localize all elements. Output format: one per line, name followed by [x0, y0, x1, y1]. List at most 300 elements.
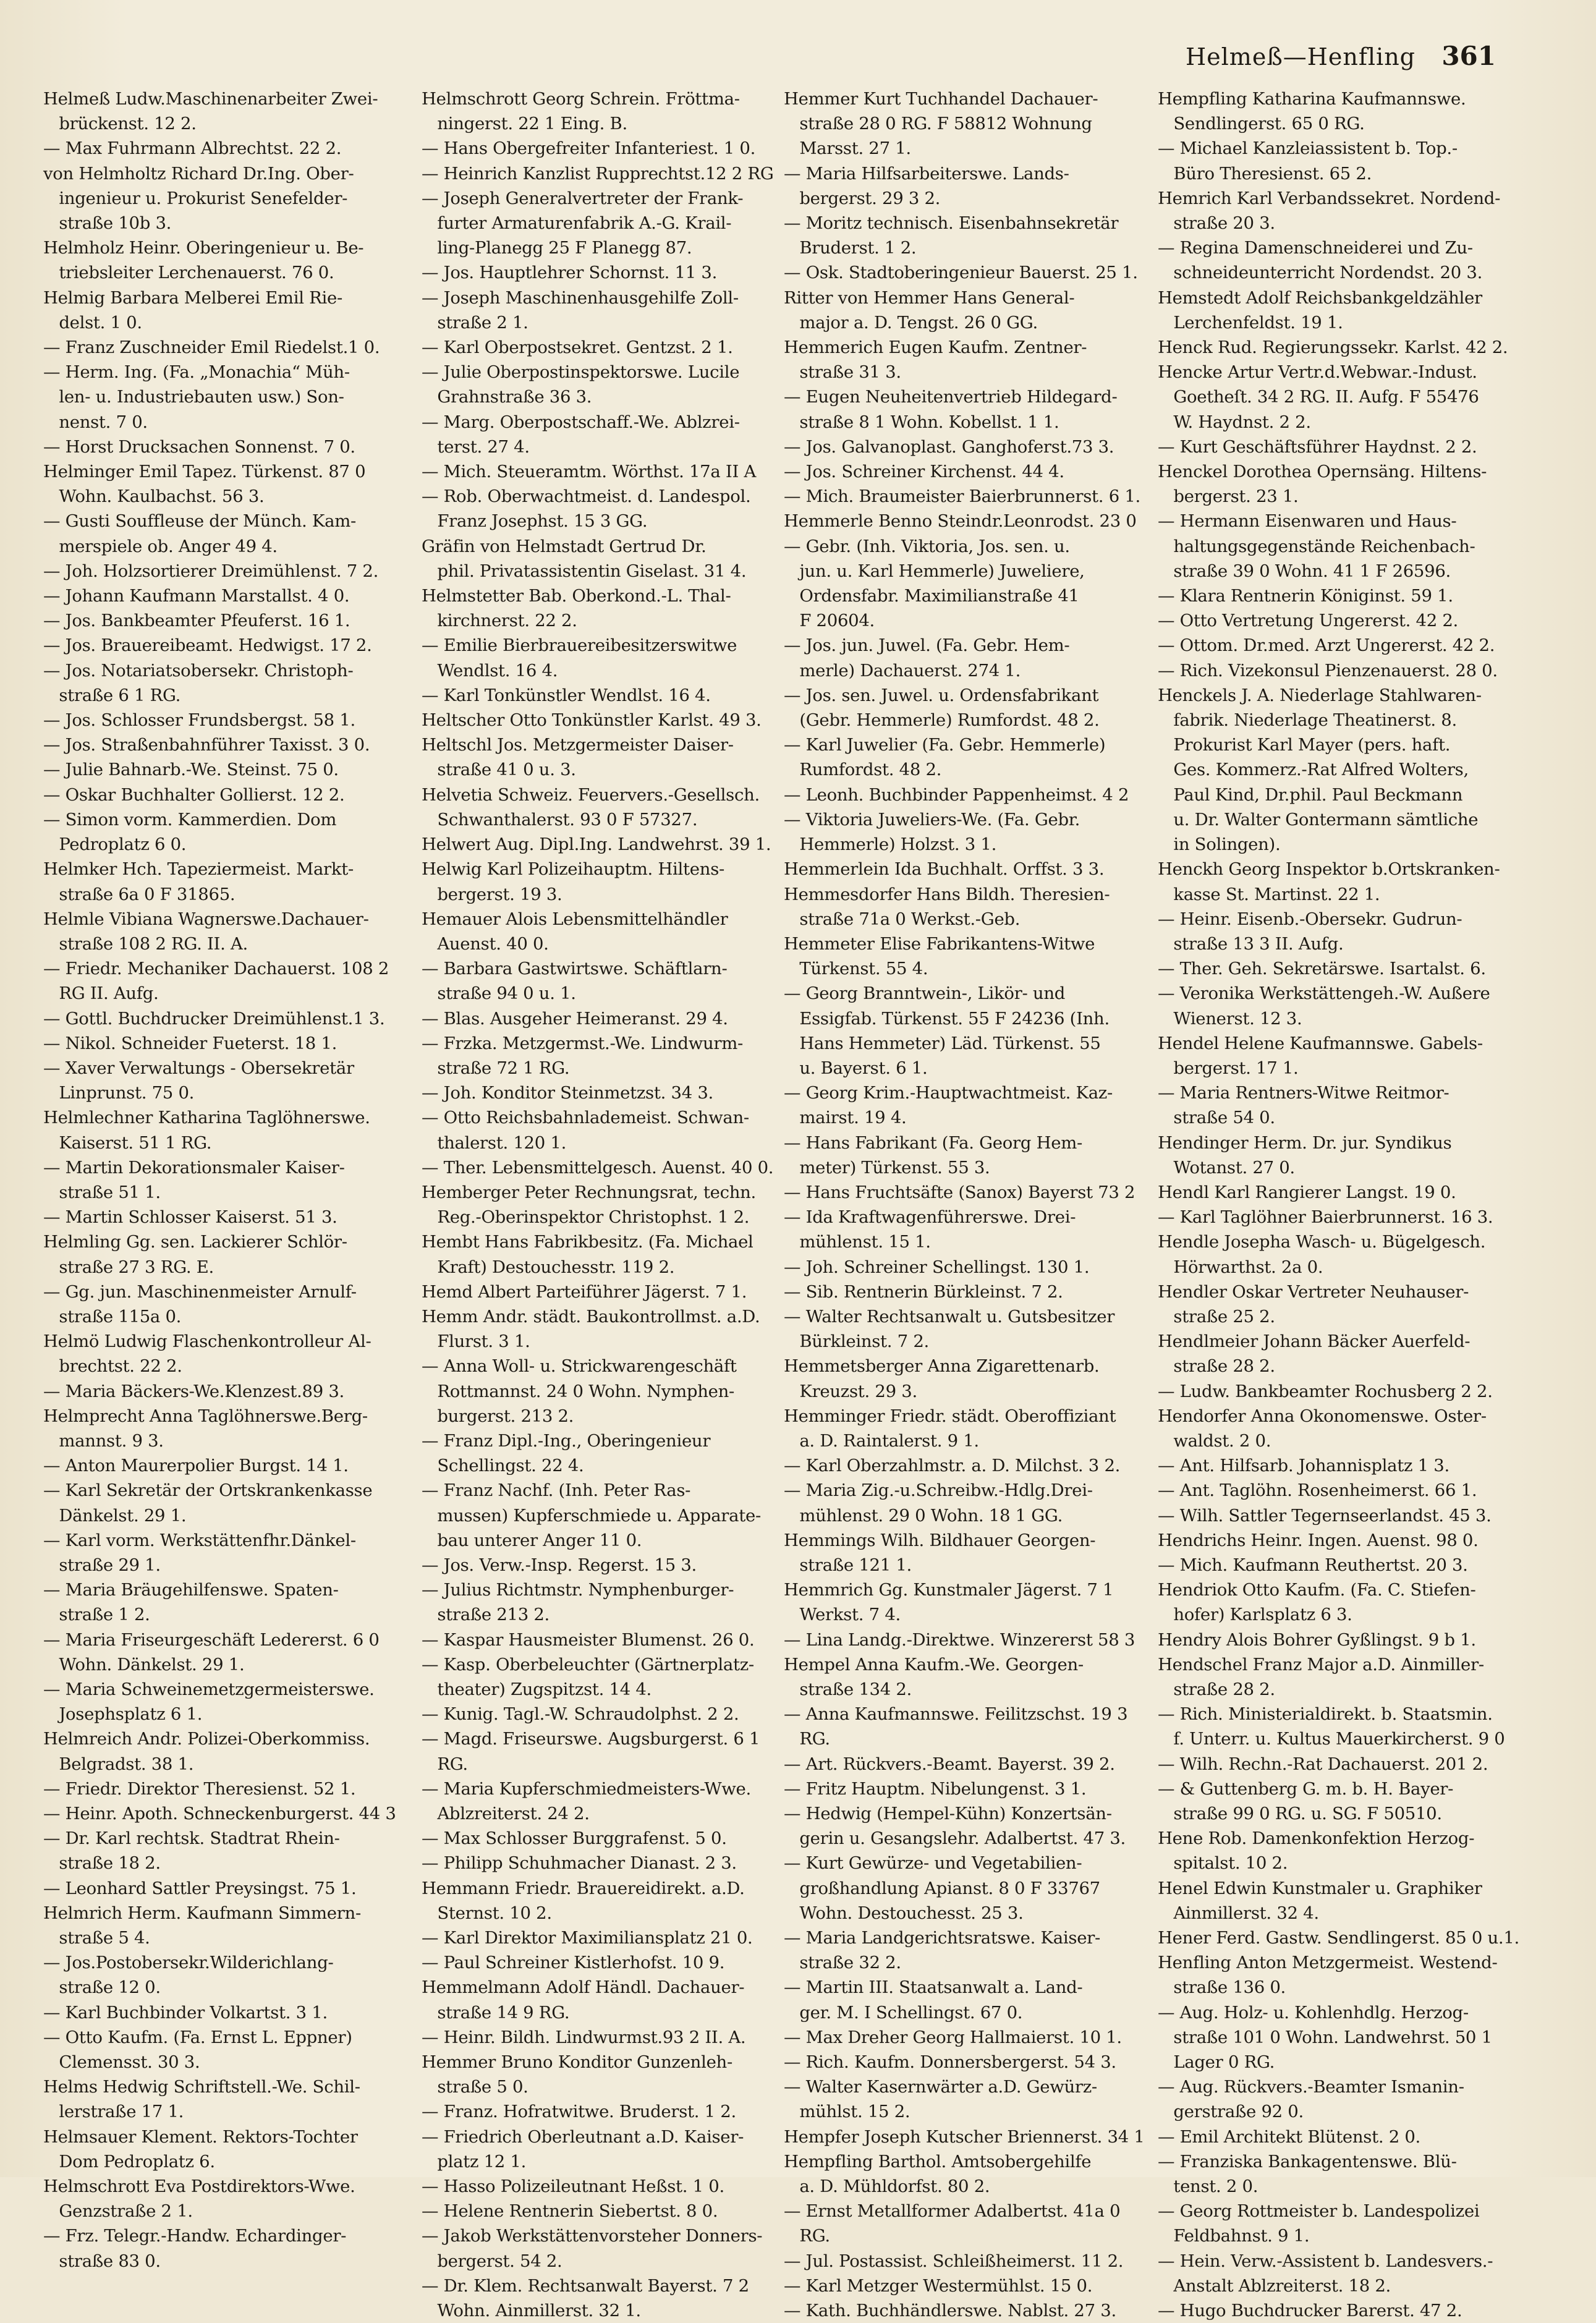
directory-entry-line: — Max Dreher Georg Hallmaierst. 10 1.: [784, 2027, 1122, 2047]
directory-entry-line: Kraft) Destouchesstr. 119 2.: [422, 1257, 675, 1277]
directory-entry-line: Hemmetsberger Anna Zigarettenarb.: [784, 1356, 1100, 1377]
directory-entry-line: Marsst. 27 1.: [784, 138, 911, 159]
directory-entry-line: — Martin Schlosser Kaiserst. 51 3.: [43, 1207, 337, 1228]
directory-entry-line: gerin u. Gesangslehr. Adalbertst. 47 3.: [784, 1828, 1126, 1849]
directory-entry-line: Gräfin von Helmstadt Gertrud Dr.: [422, 536, 707, 556]
directory-entry-line: Prokurist Karl Mayer (pers. haft.: [1158, 735, 1451, 755]
directory-entry-line: kirchnerst. 22 2.: [422, 611, 577, 631]
directory-entry-line: Hemmings Wilh. Bildhauer Georgen-: [784, 1530, 1096, 1550]
directory-entry-line: Clemensst. 30 3.: [43, 2052, 200, 2073]
directory-entry-line: bergerst. 23 1.: [1158, 486, 1299, 507]
directory-entry-line: thalerst. 120 1.: [422, 1132, 567, 1153]
directory-entry-line: — Friedrich Oberleutnant a.D. Kaiser-: [422, 2126, 744, 2147]
directory-entry-line: — Maria Zig.-u.Schreibw.-Hdlg.Drei-: [784, 1480, 1093, 1501]
directory-entry-line: Henckh Georg Inspektor b.Ortskranken-: [1158, 859, 1500, 880]
directory-entry-line: bergerst. 54 2.: [422, 2251, 562, 2271]
directory-entry-line: — Mich. Braumeister Baierbrunnerst. 6 1.: [784, 486, 1140, 507]
directory-entry-line: Hendlmeier Johann Bäcker Auerfeld-: [1158, 1331, 1471, 1352]
directory-entry-line: Helmreich Andr. Polizei-Oberkommiss.: [43, 1729, 370, 1749]
directory-entry-line: — Hugo Buchdrucker Barerst. 47 2.: [1158, 2301, 1462, 2321]
directory-entry-line: — Georg Rottmeister b. Landespolizei: [1158, 2201, 1480, 2222]
directory-entry-line: Wotanst. 27 0.: [1158, 1157, 1295, 1178]
directory-entry-line: — Wilh. Sattler Tegernseerlandst. 45 3.: [1158, 1505, 1492, 1526]
directory-entry-line: — Ernst Metallformer Adalbertst. 41a 0: [784, 2201, 1121, 2222]
directory-entry-line: — Rob. Oberwachtmeist. d. Landespol.: [422, 486, 751, 507]
directory-entry-line: Bruderst. 1 2.: [784, 238, 917, 258]
directory-entry-line: Helmeß Ludw.Maschinenarbeiter Zwei-: [43, 89, 378, 109]
column-1: [43, 87, 412, 2271]
directory-entry-line: — Heinr. Apoth. Schneckenburgerst. 44 3: [43, 1804, 396, 1824]
directory-entry-line: — Klara Rentnerin Königinst. 59 1.: [1158, 586, 1453, 606]
directory-entry-line: straße 71a 0 Werkst.-Geb.: [784, 909, 1021, 929]
directory-entry-line: Helms Hedwig Schriftstell.-We. Schil-: [43, 2077, 360, 2097]
directory-entry-line: straße 12 0.: [43, 1977, 161, 1998]
directory-entry-line: Hendler Oskar Vertreter Neuhauser-: [1158, 1281, 1469, 1302]
directory-entry-line: — Gg. jun. Maschinenmeister Arnulf-: [43, 1281, 357, 1302]
directory-entry-line: terst. 27 4.: [422, 436, 530, 457]
directory-entry-line: — Karl Oberpostsekret. Gentzst. 2 1.: [422, 338, 733, 358]
directory-entry-line: — Maria Schweinemetzgermeisterswe.: [43, 1680, 375, 1699]
directory-entry-line: — Martin III. Staatsanwalt a. Land-: [784, 1977, 1083, 1998]
directory-entry-line: — Gusti Souffleuse der Münch. Kam-: [43, 511, 357, 532]
directory-entry-line: Schwanthalerst. 93 0 F 57327.: [422, 809, 698, 830]
directory-entry-line: — Jos. sen. Juwel. u. Ordensfabrikant: [784, 685, 1099, 705]
directory-entry-line: platz 12 1.: [422, 2151, 527, 2172]
directory-entry-line: — Jos. Brauereibeamt. Hedwigst. 17 2.: [43, 635, 372, 656]
running-head: Helmeß—Henfling: [1186, 43, 1416, 70]
directory-entry-line: — Franz Zuschneider Emil Riedelst.1 0.: [43, 338, 380, 358]
directory-entry-line: Grahnstraße 36 3.: [422, 387, 592, 407]
directory-entry-line: Hendrichs Heinr. Ingen. Auenst. 98 0.: [1158, 1530, 1479, 1550]
directory-entry-line: — Ludw. Bankbeamter Rochusberg 2 2.: [1158, 1381, 1493, 1401]
directory-entry-line: tenst. 2 0.: [1158, 2176, 1259, 2197]
directory-entry-line: Henck Rud. Regierungssekr. Karlst. 42 2.: [1158, 338, 1508, 358]
directory-entry-line: Hemmeter Elise Fabrikantens-Witwe: [784, 933, 1095, 954]
directory-entry-line: W. Haydnst. 2 2.: [1158, 412, 1311, 432]
directory-entry-line: — Anna Kaufmannswe. Feilitzschst. 19 3: [784, 1704, 1128, 1725]
directory-entry-line: Dänkelst. 29 1.: [43, 1505, 187, 1526]
directory-entry-line: Helmig Barbara Melberei Emil Rie-: [43, 287, 343, 308]
directory-entry-line: straße 2 1.: [422, 312, 528, 333]
directory-entry-line: meter) Türkenst. 55 3.: [784, 1157, 990, 1178]
directory-entry-line: bau unterer Anger 11 0.: [422, 1530, 642, 1550]
directory-entry-line: — Maria Rentners-Witwe Reitmor-: [1158, 1083, 1450, 1103]
directory-entry-line: — Leonh. Buchbinder Pappenheimst. 4 2: [784, 784, 1129, 805]
directory-entry-line: Hendel Helene Kaufmannswe. Gabels-: [1158, 1033, 1483, 1053]
directory-entry-line: Hendle Josepha Wasch- u. Bügelgesch.: [1158, 1232, 1486, 1252]
directory-entry-line: — Franziska Bankagentenswe. Blü-: [1158, 2151, 1457, 2172]
directory-entry-line: Helmschrott Georg Schrein. Fröttma-: [422, 89, 740, 109]
directory-entry-line: straße 5 4.: [43, 1928, 150, 1948]
directory-entry-line: — Max Schlosser Burggrafenst. 5 0.: [422, 1828, 727, 1849]
directory-entry-line: — Ant. Taglöhn. Rosenheimerst. 66 1.: [1158, 1480, 1477, 1501]
directory-entry-line: fabrik. Niederlage Theatinerst. 8.: [1158, 710, 1457, 731]
directory-entry-line: Hempfling Barthol. Amtsobergehilfe: [784, 2151, 1092, 2172]
column-2: [422, 87, 790, 2321]
directory-entry-line: Ges. Kommerz.-Rat Alfred Wolters,: [1158, 760, 1469, 780]
directory-entry-line: — Hans Obergefreiter Infanteriest. 1 0.: [422, 138, 756, 159]
directory-entry-line: — Viktoria Juweliers-We. (Fa. Gebr.: [784, 809, 1080, 830]
directory-entry-line: Pedroplatz 6 0.: [43, 834, 187, 855]
directory-entry-line: — Emil Architekt Blütenst. 2 0.: [1158, 2126, 1420, 2147]
directory-entry-line: — Osk. Stadtoberingenieur Bauerst. 25 1.: [784, 263, 1138, 283]
directory-entry-line: Helmschrott Eva Postdirektors-Wwe.: [43, 2176, 355, 2197]
directory-entry-line: Hemmer Kurt Tuchhandel Dachauer-: [784, 89, 1098, 109]
directory-entry-line: merle) Dachauerst. 274 1.: [784, 660, 1021, 681]
directory-entry-line: — Heinr. Bildh. Lindwurmst.93 2 II. A.: [422, 2027, 746, 2047]
directory-entry-line: — Maria Hilfsarbeiterswe. Lands-: [784, 163, 1069, 184]
directory-entry-line: — Horst Drucksachen Sonnenst. 7 0.: [43, 436, 355, 457]
directory-entry-line: Dom Pedroplatz 6.: [43, 2151, 215, 2172]
directory-entry-line: — Emilie Bierbrauereibesitzerswitwe: [422, 635, 737, 656]
directory-entry-line: — Kunig. Tagl.-W. Schraudolphst. 2 2.: [422, 1704, 739, 1725]
column-3: [784, 87, 1152, 2321]
directory-entry-line: mannst. 9 3.: [43, 1430, 164, 1451]
directory-entry-line: — Sib. Rentnerin Bürkleinst. 7 2.: [784, 1281, 1063, 1302]
directory-entry-line: Wohn. Kaulbachst. 56 3.: [43, 486, 265, 507]
directory-entry-line: — Herm. Ing. (Fa. „Monachia“ Müh-: [43, 362, 350, 383]
directory-entry-line: Hemminger Friedr. städt. Oberoffiziant: [784, 1406, 1116, 1426]
directory-entry-line: Hemm Andr. städt. Baukontrollmst. a.D.: [422, 1306, 760, 1327]
directory-entry-line: — Walter Rechtsanwalt u. Gutsbesitzer: [784, 1306, 1115, 1327]
directory-entry-line: — Hans Fruchtsäfte (Sanox) Bayerst 73 2: [784, 1182, 1135, 1202]
directory-entry-line: — Rich. Kaufm. Donnersbergerst. 54 3.: [784, 2052, 1116, 2073]
directory-entry-line: Wendlst. 16 4.: [422, 660, 558, 681]
directory-entry-line: straße 20 3.: [1158, 213, 1275, 234]
directory-entry-line: mühlenst. 29 0 Wohn. 18 1 GG.: [784, 1505, 1063, 1526]
directory-entry-line: — Otto Kaufm. (Fa. Ernst L. Eppner): [43, 2027, 352, 2047]
directory-entry-line: merspiele ob. Anger 49 4.: [43, 536, 278, 556]
directory-entry-line: Josephsplatz 6 1.: [43, 1704, 203, 1725]
directory-entry-line: — Hein. Verw.-Assistent b. Landesvers.-: [1158, 2251, 1493, 2271]
directory-entry-line: — Maria Bräugehilfenswe. Spaten-: [43, 1580, 339, 1600]
directory-entry-line: Paul Kind, Dr.phil. Paul Beckmann: [1158, 784, 1463, 805]
directory-entry-line: Wohn. Dänkelst. 29 1.: [43, 1654, 245, 1675]
directory-entry-line: straße 94 0 u. 1.: [422, 983, 576, 1004]
directory-entry-line: straße 31 3.: [784, 362, 901, 383]
directory-entry-line: — Veronika Werkstättengeh.-W. Außere: [1158, 983, 1490, 1004]
directory-entry-line: Helmholz Heinr. Oberingenieur u. Be-: [43, 238, 364, 258]
directory-entry-line: bergerst. 17 1.: [1158, 1058, 1299, 1078]
directory-entry-line: — Martin Dekorationsmaler Kaiser-: [43, 1157, 345, 1178]
directory-entry-line: mühlst. 15 2.: [784, 2102, 910, 2122]
directory-entry-line: — Paul Schreiner Kistlerhofst. 10 9.: [422, 1953, 725, 1973]
directory-entry-line: len- u. Industriebauten usw.) Son-: [43, 387, 344, 407]
directory-entry-line: Hemmesdorfer Hans Bildh. Theresien-: [784, 884, 1110, 904]
directory-entry-line: straße 6 1 RG.: [43, 685, 181, 705]
directory-entry-line: straße 121 1.: [784, 1555, 912, 1575]
directory-entry-line: Helmlechner Katharina Taglöhnerswe.: [43, 1108, 370, 1128]
directory-entry-line: Lager 0 RG.: [1158, 2052, 1275, 2073]
directory-entry-line: Helmrich Herm. Kaufmann Simmern-: [43, 1903, 361, 1923]
directory-entry-line: — Otto Reichsbahnlademeist. Schwan-: [422, 1108, 749, 1128]
directory-entry-line: — Ida Kraftwagenführerswe. Drei-: [784, 1207, 1076, 1228]
directory-entry-line: — Jos. Notariatsobersekr. Christoph-: [43, 660, 354, 681]
directory-entry-line: Hemmerich Eugen Kaufm. Zentner-: [784, 338, 1087, 358]
directory-entry-line: — Magd. Friseurswe. Augsburgerst. 6 1: [422, 1729, 760, 1749]
directory-entry-line: Hemmerle Benno Steindr.Leonrodst. 23 0: [784, 511, 1137, 532]
directory-entry-line: straße 83 0.: [43, 2251, 161, 2271]
directory-entry-line: von Helmholtz Richard Dr.Ing. Ober-: [43, 163, 354, 184]
directory-entry-line: — Michael Kanzleiassistent b. Top.-: [1158, 138, 1458, 159]
directory-entry-line: — Karl Sekretär der Ortskrankenkasse: [43, 1480, 373, 1501]
directory-entry-line: F 20604.: [784, 611, 875, 631]
directory-entry-line: straße 136 0.: [1158, 1977, 1286, 1998]
directory-entry-line: — Oskar Buchhalter Gollierst. 12 2.: [43, 784, 345, 805]
directory-entry-line: straße 41 0 u. 3.: [422, 760, 576, 780]
directory-entry-line: RG II. Aufg.: [43, 983, 159, 1004]
column-4: [1158, 87, 1526, 2321]
directory-entry-line: Hendinger Herm. Dr. jur. Syndikus: [1158, 1132, 1452, 1153]
directory-entry-line: — Gottl. Buchdrucker Dreimühlenst.1 3.: [43, 1008, 385, 1029]
directory-entry-line: Genzstraße 2 1.: [43, 2201, 193, 2222]
directory-entry-line: — Karl Tonkünstler Wendlst. 16 4.: [422, 685, 711, 705]
directory-entry-line: — & Guttenberg G. m. b. H. Bayer-: [1158, 1778, 1454, 1799]
directory-entry-line: mussen) Kupferschmiede u. Apparate-: [422, 1505, 761, 1526]
directory-entry-line: Sternst. 10 2.: [422, 1903, 552, 1923]
directory-entry-line: straße 29 1.: [43, 1555, 161, 1575]
directory-entry-line: — Georg Krim.-Hauptwachtmeist. Kaz-: [784, 1083, 1113, 1103]
directory-entry-line: — Blas. Ausgeher Heimeranst. 29 4.: [422, 1008, 728, 1029]
directory-entry-line: RG.: [422, 1754, 468, 1774]
directory-entry-line: — Mich. Kaufmann Reuthertst. 20 3.: [1158, 1555, 1468, 1575]
directory-entry-line: straße 8 1 Wohn. Kobellst. 1 1.: [784, 412, 1059, 432]
directory-entry-line: straße 54 0.: [1158, 1108, 1275, 1128]
directory-entry-line: Helwig Karl Polizeihauptm. Hiltens-: [422, 859, 724, 880]
directory-entry-line: — Philipp Schuhmacher Dianast. 2 3.: [422, 1853, 737, 1874]
directory-entry-line: Henfling Anton Metzgermeist. Westend-: [1158, 1953, 1498, 1973]
directory-entry-line: RG.: [784, 1729, 830, 1749]
directory-entry-line: — Nikol. Schneider Fueterst. 18 1.: [43, 1033, 337, 1053]
directory-entry-line: Ritter von Hemmer Hans General-: [784, 287, 1075, 308]
directory-entry-line: — Johann Kaufmann Marstallst. 4 0.: [43, 586, 350, 606]
directory-entry-line: hofer) Karlsplatz 6 3.: [1158, 1605, 1352, 1625]
directory-entry-line: — Moritz technisch. Eisenbahnsekretär: [784, 213, 1119, 234]
directory-entry-line: haltungsgegenstände Reichenbach-: [1158, 536, 1475, 556]
directory-entry-line: — Karl Taglöhner Baierbrunnerst. 16 3.: [1158, 1207, 1493, 1228]
directory-entry-line: jun. u. Karl Hemmerle) Juweliere,: [784, 561, 1085, 581]
directory-entry-line: straße 108 2 RG. II. A.: [43, 933, 248, 954]
directory-entry-line: straße 14 9 RG.: [422, 2002, 570, 2023]
directory-entry-line: Sendlingerst. 65 0 RG.: [1158, 114, 1365, 134]
directory-entry-line: Helmstetter Bab. Oberkond.-L. Thal-: [422, 586, 731, 606]
directory-entry-line: Hörwarthst. 2a 0.: [1158, 1257, 1323, 1277]
directory-entry-line: Henckels J. A. Niederlage Stahlwaren-: [1158, 685, 1482, 705]
directory-entry-line: — Franz Dipl.-Ing., Oberingenieur: [422, 1430, 711, 1451]
directory-entry-line: — Joh. Holzsortierer Dreimühlenst. 7 2.: [43, 561, 379, 581]
directory-entry-line: Reg.-Oberinspektor Christophst. 1 2.: [422, 1207, 750, 1228]
directory-entry-line: — Joseph Maschinenhausgehilfe Zoll-: [422, 287, 739, 308]
directory-entry-line: Helminger Emil Tapez. Türkenst. 87 0: [43, 462, 366, 482]
directory-entry-line: Schellingst. 22 4.: [422, 1456, 584, 1476]
directory-entry-line: ling-Planegg 25 F Planegg 87.: [422, 238, 692, 258]
directory-entry-line: waldst. 2 0.: [1158, 1430, 1271, 1451]
directory-entry-line: — Jos. Hauptlehrer Schornst. 11 3.: [422, 263, 718, 283]
directory-entry-line: theater) Zugspitzst. 14 4.: [422, 1680, 652, 1699]
directory-entry-line: Hemstedt Adolf Reichsbankgeldzähler: [1158, 287, 1482, 308]
directory-entry-line: — Frz. Telegr.-Handw. Echardinger-: [43, 2226, 347, 2246]
directory-entry-line: Hempfer Joseph Kutscher Briennerst. 34 1: [784, 2126, 1145, 2147]
directory-entry-line: straße 1 2.: [43, 1605, 150, 1625]
directory-entry-line: großhandlung Apianst. 8 0 F 33767: [784, 1878, 1100, 1898]
directory-entry-line: — Jakob Werkstättenvorsteher Donners-: [422, 2226, 763, 2246]
directory-entry-line: — Friedr. Mechaniker Dachauerst. 108 2: [43, 959, 389, 979]
directory-entry-line: — Dr. Karl rechtsk. Stadtrat Rhein-: [43, 1828, 340, 1849]
directory-entry-line: — Karl Buchbinder Volkartst. 3 1.: [43, 2002, 328, 2023]
directory-entry-line: Hendry Alois Bohrer Gyßlingst. 9 b 1.: [1158, 1629, 1476, 1650]
directory-entry-line: — Simon vorm. Kammerdien. Dom: [43, 809, 337, 830]
page-number: 361: [1441, 41, 1496, 71]
directory-entry-line: — Rich. Vizekonsul Pienzenauerst. 28 0.: [1158, 660, 1498, 681]
directory-entry-line: — Art. Rückvers.-Beamt. Bayerst. 39 2.: [784, 1754, 1115, 1774]
directory-entry-line: straße 101 0 Wohn. Landwehrst. 50 1: [1158, 2027, 1492, 2047]
directory-entry-line: — Eugen Neuheitenvertrieb Hildegard-: [784, 387, 1118, 407]
directory-entry-line: Rumfordst. 48 2.: [784, 760, 942, 780]
directory-entry-line: — Karl Metzger Westermühlst. 15 0.: [784, 2275, 1093, 2296]
directory-entry-line: kasse St. Martinst. 22 1.: [1158, 884, 1380, 904]
directory-entry-line: — Julius Richtmstr. Nymphenburger-: [422, 1580, 734, 1600]
directory-entry-line: Bürkleinst. 7 2.: [784, 1331, 929, 1352]
directory-entry-line: — Karl Oberzahlmstr. a. D. Milchst. 3 2.: [784, 1456, 1121, 1476]
directory-entry-line: Henckel Dorothea Opernsäng. Hiltens-: [1158, 462, 1487, 482]
directory-entry-line: Büro Theresienst. 65 2.: [1158, 163, 1372, 184]
directory-entry-line: ningerst. 22 1 Eing. B.: [422, 114, 627, 134]
directory-entry-line: Hemd Albert Parteiführer Jägerst. 7 1.: [422, 1281, 747, 1302]
directory-entry-line: Heltscher Otto Tonkünstler Karlst. 49 3.: [422, 710, 762, 731]
directory-entry-line: phil. Privatassistentin Giselast. 31 4.: [422, 561, 747, 581]
directory-entry-line: — Jos. Galvanoplast. Ganghoferst.73 3.: [784, 436, 1114, 457]
directory-entry-line: Helmprecht Anna Taglöhnerswe.Berg-: [43, 1406, 368, 1426]
directory-entry-line: Kaiserst. 51 1 RG.: [43, 1132, 212, 1153]
directory-entry-line: Kreuzst. 29 3.: [784, 1381, 917, 1401]
directory-entry-line: Ablzreiterst. 24 2.: [422, 1804, 590, 1824]
directory-entry-line: — Joh. Schreiner Schellingst. 130 1.: [784, 1257, 1090, 1277]
directory-entry-line: ingenieur u. Prokurist Senefelder-: [43, 188, 348, 208]
directory-entry-line: straße 39 0 Wohn. 41 1 F 26596.: [1158, 561, 1451, 581]
directory-entry-line: straße 28 0 RG. F 58812 Wohnung: [784, 114, 1092, 134]
directory-entry-line: Essigfab. Türkenst. 55 F 24236 (Inh.: [784, 1008, 1110, 1029]
directory-entry-line: bergerst. 29 3 2.: [784, 188, 941, 208]
directory-entry-line: Wohn. Destouchesst. 25 3.: [784, 1903, 1024, 1923]
directory-entry-line: — Kasp. Oberbeleuchter (Gärtnerplatz-: [422, 1654, 754, 1675]
directory-entry-line: — Karl Direktor Maximiliansplatz 21 0.: [422, 1928, 753, 1948]
directory-entry-line: — Anton Maurerpolier Burgst. 14 1.: [43, 1456, 349, 1476]
directory-entry-line: u. Bayerst. 6 1.: [784, 1058, 928, 1078]
directory-entry-line: Henel Edwin Kunstmaler u. Graphiker: [1158, 1878, 1482, 1898]
directory-entry-line: Hans Hemmeter) Läd. Türkenst. 55: [784, 1033, 1101, 1053]
directory-entry-line: Goetheſt. 34 2 RG. II. Aufg. F 55476: [1158, 387, 1479, 407]
directory-entry-line: — Kath. Buchhändlerswe. Nablst. 27 3.: [784, 2301, 1116, 2321]
directory-entry-line: Hendriok Otto Kaufm. (Fa. C. Stiefen-: [1158, 1580, 1476, 1600]
directory-entry-line: — Karl vorm. Werkstättenfhr.Dänkel-: [43, 1530, 356, 1550]
directory-entry-line: — Maria Friseurgeschäft Ledererst. 6 0: [43, 1629, 380, 1650]
directory-entry-line: Ainmillerst. 32 4.: [1158, 1903, 1319, 1923]
directory-entry-line: Hemmann Friedr. Brauereidirekt. a.D.: [422, 1878, 745, 1898]
directory-entry-line: — Jos. Schlosser Frundsbergst. 58 1.: [43, 710, 355, 731]
columns: [43, 87, 1564, 2321]
directory-entry-line: — Wilh. Rechn.-Rat Dachauerst. 201 2.: [1158, 1754, 1488, 1774]
directory-entry-line: Hemmelmann Adolf Händl. Dachauer-: [422, 1977, 745, 1998]
directory-entry-line: Auenst. 40 0.: [422, 933, 549, 954]
directory-entry-line: Hemmerlein Ida Buchhalt. Orffst. 3 3.: [784, 859, 1105, 880]
directory-entry-line: — Otto Vertretung Ungererst. 42 2.: [1158, 611, 1458, 631]
directory-entry-line: Hemmerle) Holzst. 3 1.: [784, 834, 997, 855]
directory-entry-line: straße 32 2.: [784, 1953, 901, 1973]
directory-entry-line: — Regina Damenschneiderei und Zu-: [1158, 238, 1473, 258]
directory-entry-line: — Jos. Bankbeamter Pfeuferst. 16 1.: [43, 611, 350, 631]
directory-entry-line: Helmö Ludwig Flaschenkontrolleur Al-: [43, 1331, 371, 1352]
directory-entry-line: Hempel Anna Kaufm.-We. Georgen-: [784, 1654, 1084, 1675]
directory-entry-line: — Joseph Generalvertreter der Frank-: [422, 188, 744, 208]
directory-entry-line: Hemauer Alois Lebensmittelhändler: [422, 909, 728, 929]
directory-entry-line: f. Unterr. u. Kultus Mauerkircherst. 9 0: [1158, 1729, 1505, 1749]
directory-entry-line: Helvetia Schweiz. Feuervers.-Gesellsch.: [422, 784, 760, 805]
directory-entry-line: — Ther. Geh. Sekretärswe. Isartalst. 6.: [1158, 959, 1486, 979]
directory-entry-line: Rottmannst. 24 0 Wohn. Nymphen-: [422, 1381, 735, 1401]
directory-entry-line: Türkenst. 55 4.: [784, 959, 928, 979]
directory-entry-line: Feldbahnst. 9 1.: [1158, 2226, 1310, 2246]
directory-entry-line: Helmling Gg. sen. Lackierer Schlör-: [43, 1232, 347, 1252]
directory-entry-line: — Lina Landg.-Direktwe. Winzererst 58 3: [784, 1629, 1135, 1650]
directory-entry-line: a. D. Raintalerst. 9 1.: [784, 1430, 979, 1451]
directory-entry-line: Hendorfer Anna Okonomenswe. Oster-: [1158, 1406, 1487, 1426]
directory-entry-line: — Max Fuhrmann Albrechtst. 22 2.: [43, 138, 342, 159]
directory-entry-line: straße 134 2.: [784, 1680, 912, 1699]
directory-entry-line: straße 28 2.: [1158, 1680, 1275, 1699]
directory-entry-line: Hemmrich Gg. Kunstmaler Jägerst. 7 1: [784, 1580, 1114, 1600]
directory-entry-line: — Barbara Gastwirtswe. Schäftlarn-: [422, 959, 728, 979]
directory-entry-line: Heltschl Jos. Metzgermeister Daiser-: [422, 735, 734, 755]
directory-entry-line: — Georg Branntwein-, Likör- und: [784, 983, 1066, 1004]
directory-entry-line: — Hasso Polizeileutnant Heßst. 1 0.: [422, 2176, 724, 2197]
directory-entry-line: — Jos. jun. Juwel. (Fa. Gebr. Hem-: [784, 635, 1070, 656]
directory-entry-line: — Aug. Holz- u. Kohlenhdlg. Herzog-: [1158, 2002, 1469, 2023]
directory-entry-line: Lerchenfeldst. 19 1.: [1158, 312, 1343, 333]
directory-entry-line: straße 99 0 RG. u. SG. F 50510.: [1158, 1804, 1442, 1824]
directory-entry-line: — Gebr. (Inh. Viktoria, Jos. sen. u.: [784, 536, 1070, 556]
directory-entry-line: nenst. 7 0.: [43, 412, 148, 432]
directory-entry-line: — Walter Kasernwärter a.D. Gewürz-: [784, 2077, 1097, 2097]
directory-entry-line: straße 10b 3.: [43, 213, 172, 234]
directory-entry-line: mühlenst. 15 1.: [784, 1232, 931, 1252]
directory-entry-line: Flurst. 3 1.: [422, 1331, 530, 1352]
directory-entry-line: brechtst. 22 2.: [43, 1356, 182, 1377]
directory-entry-line: a. D. Mühldorfst. 80 2.: [784, 2176, 990, 2197]
directory-entry-line: Hener Ferd. Gastw. Sendlingerst. 85 0 u.1.: [1158, 1928, 1519, 1948]
directory-entry-line: — Hans Fabrikant (Fa. Georg Hem-: [784, 1132, 1083, 1153]
directory-entry-line: — Maria Kupferschmiedmeisters-Wwe.: [422, 1778, 751, 1799]
directory-entry-line: — Frzka. Metzgermst.-We. Lindwurm-: [422, 1033, 743, 1053]
directory-entry-line: Hendl Karl Rangierer Langst. 19 0.: [1158, 1182, 1456, 1202]
directory-entry-line: straße 27 3 RG. E.: [43, 1257, 214, 1277]
directory-entry-line: burgerst. 213 2.: [422, 1406, 574, 1426]
directory-entry-line: — Jul. Postassist. Schleißheimerst. 11 2.: [784, 2251, 1124, 2271]
directory-entry-line: — Ottom. Dr.med. Arzt Ungererst. 42 2.: [1158, 635, 1495, 656]
directory-entry-line: Franz Josephst. 15 3 GG.: [422, 511, 648, 532]
directory-entry-line: — Kaspar Hausmeister Blumenst. 26 0.: [422, 1629, 755, 1650]
directory-entry-line: — Julie Oberpostinspektorswe. Lucile: [422, 362, 740, 383]
directory-entry-line: straße 72 1 RG.: [422, 1058, 570, 1078]
directory-entry-line: — Maria Landgerichtsratswe. Kaiser-: [784, 1928, 1101, 1948]
directory-entry-line: (Gebr. Hemmerle) Rumfordst. 48 2.: [784, 710, 1100, 731]
directory-entry-line: — Dr. Klem. Rechtsanwalt Bayerst. 7 2: [422, 2275, 749, 2296]
directory-entry-line: — Fritz Hauptm. Nibelungenst. 3 1.: [784, 1778, 1087, 1799]
page-header: [37, 36, 1496, 73]
directory-entry-line: schneideunterricht Nordendst. 20 3.: [1158, 263, 1483, 283]
directory-entry-line: Linprunst. 75 0.: [43, 1083, 195, 1103]
directory-entry-line: — Rich. Ministerialdirekt. b. Staatsmin.: [1158, 1704, 1493, 1725]
directory-entry-line: Wienerst. 12 3.: [1158, 1008, 1302, 1029]
